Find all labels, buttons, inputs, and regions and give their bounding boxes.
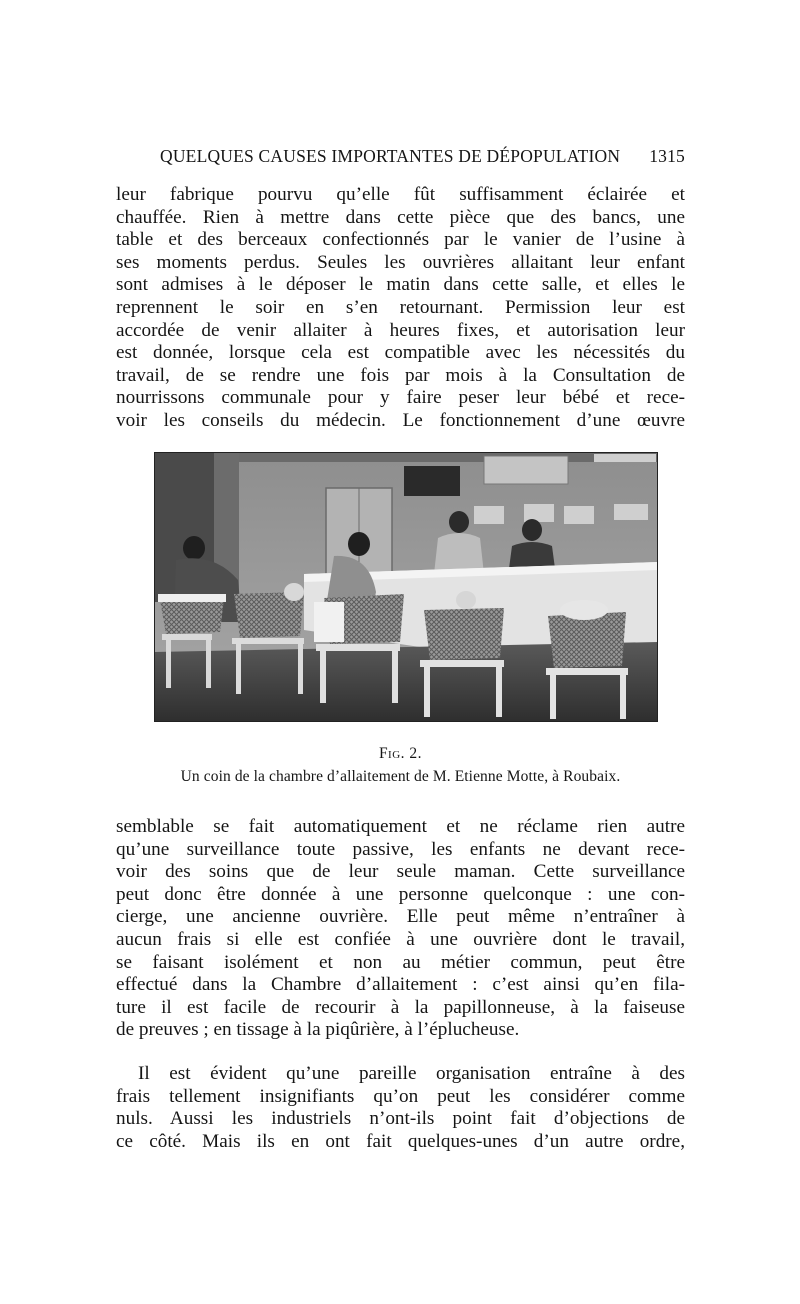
paragraph-1 — [116, 184, 685, 433]
text-line: chauffée. Rien à mettre dans cette pièce que des bancs, une — [116, 206, 685, 228]
text-line: est donnée, lorsque cela est compatible avec les nécessités du — [116, 342, 685, 364]
page-number: 1315 — [649, 146, 685, 166]
text-line: leur fabrique pourvu qu’elle fût suffisamment éclairée et — [116, 184, 685, 205]
text-line: peut donc être donnée à une personne quelconque : une con- — [116, 883, 685, 905]
text-line: nuls. Aussi les industriels n’ont-ils point fait d’objections de — [116, 1108, 685, 1130]
text-line: semblable se fait automatiquement et ne réclame rien autre — [116, 816, 685, 837]
text-line: nourrissons communale pour y faire peser leur bébé et rece- — [116, 387, 685, 409]
photograph-nursing-room — [154, 452, 658, 722]
text-line: effectué dans la Chambre d’allaitement : c’est ainsi qu’en fila- — [116, 974, 685, 996]
paragraph-2 — [116, 816, 685, 1042]
text-line: voir des soins que de leur seule maman. Cette surveillance — [116, 861, 685, 883]
text-line: reprennent le soir en s’en retournant. Permission leur est — [116, 296, 685, 318]
text-line: ture il est facile de recourir à la papillonneuse, à la faiseuse — [116, 996, 685, 1018]
text-line: aucun frais si elle est confiée à une ouvrière dont le travail, — [116, 928, 685, 950]
running-header — [116, 146, 685, 170]
text-line: ce côté. Mais ils en ont fait quelques-unes d’un autre ordre, — [116, 1130, 685, 1152]
text-line: Il est évident qu’une pareille organisation entraîne à des — [138, 1063, 685, 1084]
text-line: accordée de venir allaiter à heures fixes, et autorisation leur — [116, 319, 685, 341]
text-line: qu’une surveillance toute passive, les enfants ne devant rece- — [116, 838, 685, 860]
figure-label: Fig. 2. — [378, 745, 423, 762]
text-line: de preuves ; en tissage à la piqûrière, à l’éplucheuse. — [116, 1019, 520, 1041]
figure-caption: Un coin de la chambre d’allaitement de M. Etienne Motte, à Roubaix. — [180, 768, 621, 785]
text-line: voir les conseils du médecin. Le fonctionnement d’une œuvre — [116, 409, 685, 431]
text-line: ses moments perdus. Seules les ouvrières allaitant leur enfant — [116, 251, 685, 273]
photo-illustration — [154, 452, 658, 722]
paragraph-3 — [116, 1063, 685, 1153]
running-title: QUELQUES CAUSES IMPORTANTES DE DÉPOPULATION — [160, 146, 621, 166]
text-line: travail, de se rendre une fois par mois à la Consultation de — [116, 364, 685, 386]
text-line: sont admises à le déposer le matin dans cette salle, et elles le — [116, 274, 685, 296]
text-line: se faisant isolément et non au métier commun, peut être — [116, 951, 685, 973]
text-line: table et des berceaux confectionnés par le vanier de l’usine à — [116, 229, 685, 251]
text-line: cierge, une ancienne ouvrière. Elle peut même n’entraîner à — [116, 906, 685, 928]
text-line: frais tellement insignifiants qu’on peut les considérer comme — [116, 1085, 685, 1107]
